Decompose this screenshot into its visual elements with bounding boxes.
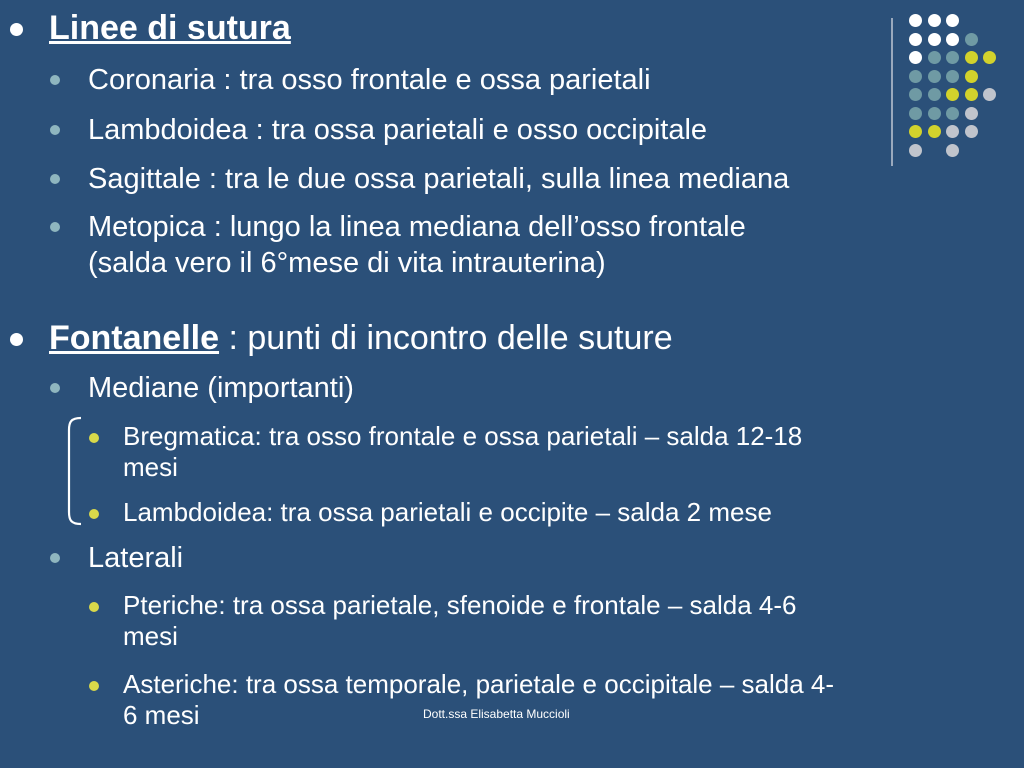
bullet-icon <box>50 553 60 563</box>
bullet-icon <box>10 333 23 346</box>
bullet-icon <box>89 681 99 691</box>
decorative-dot <box>909 14 922 27</box>
bullet-icon <box>50 125 60 135</box>
slide: Linee di sutura Coronaria : tra osso frontale e ossa parietali Lambdoidea : tra ossa parietali e osso occipitale Sagittale : tra le due ossa parietali, sulla linea mediana Metopica : lungo la linea mediana dell’osso frontale (salda vero il 6°mese di vita intrauterina) Fontanelle : punti di incontro delle suture Mediane (importanti) Bregmatica: tra osso frontale e ossa parietali – salda 12-18 mesi Lambdoidea: tra ossa parietali e occipite – salda 2 mese Laterali Pteriche: tra ossa parietale, sfenoide e frontale – salda 4-6 mesi Asteriche: tra ossa temporale, parietale e occipitale – salda 4- 6 mesi Dott.ssa Elisabetta Muccioli <box>0 0 1024 768</box>
bullet-icon <box>89 509 99 519</box>
decorative-dot <box>946 14 959 27</box>
decorative-dot <box>965 33 978 46</box>
footer-author: Dott.ssa Elisabetta Muccioli <box>423 707 570 721</box>
bullet-icon <box>89 433 99 443</box>
bullet-icon <box>10 23 23 36</box>
bullet-icon <box>89 602 99 612</box>
decorative-dot <box>928 33 941 46</box>
decorative-dot <box>909 33 922 46</box>
decorative-dot <box>946 33 959 46</box>
section-title: Fontanelle : punti di incontro delle suture <box>49 319 673 357</box>
bullet-icon <box>50 75 60 85</box>
decorative-dot <box>928 14 941 27</box>
bracket-icon <box>64 416 82 526</box>
bullet-icon <box>50 174 60 184</box>
section-title: Linee di sutura <box>49 9 291 47</box>
bullet-icon <box>50 222 60 232</box>
bullet-icon <box>50 383 60 393</box>
